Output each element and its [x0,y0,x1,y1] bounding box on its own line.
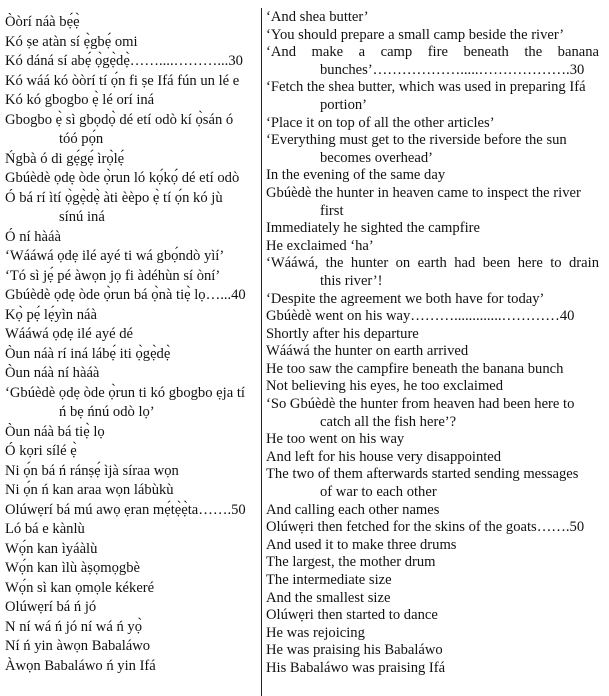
english-verse-line: of war to each other [320,484,437,501]
yoruba-verse-line: Ó ní hàáà [5,228,61,245]
english-verse-line: Immediately he sighted the campfire [266,220,480,237]
english-verse-line: ‘And make a camp fire beneath the banana [266,44,599,61]
yoruba-verse-line: Kọ̀ pẹ́ lẹ́yìn náà [5,306,97,323]
english-verse-line: becomes overhead’ [320,149,434,166]
english-verse-line: Olúwẹri then started to dance [266,607,438,624]
english-column [266,9,599,678]
yoruba-verse-line: Àwọn Babaláwo ń yin Ifá [5,657,156,674]
english-verse-line: The largest, the mother drum [266,554,436,571]
english-verse-line: He too went on his way [266,431,405,448]
english-verse-line: this river’! [320,272,383,289]
english-verse-line: He exclaimed ‘ha’ [266,237,374,254]
yoruba-verse-line: ‘Tó sì jẹ́ pé àwọn jọ fi àdéhùn sí òní’ [5,267,221,284]
yoruba-verse-line: ‘Wááwá ọdẹ ilé ayé ti wá gbọ́ndò yìí’ [5,248,225,264]
yoruba-verse-line: ‘Gbúèdè ọdẹ òde ọ̀run ti kó gbogbo ẹja tí [5,384,245,401]
english-verse-line: He was rejoicing [266,624,365,641]
yoruba-verse-line: tóó pọ́n [59,131,104,147]
yoruba-verse-line: ń bẹ ńnú odò lọ’ [59,404,155,420]
english-verse-line: ‘Wááwá, the hunter on earth had been here to drain [266,255,599,272]
english-verse-line: first [320,202,344,219]
english-verse-line: And the smallest size [266,589,391,606]
english-verse-line: Olúwẹri then fetched for the skins of the goats…….50 [266,519,585,536]
english-verse-line: Not believing his eyes, he too exclaimed [266,378,504,395]
english-verse-line: In the evening of the same day [266,167,446,184]
english-verse-line: portion’ [320,96,368,113]
yoruba-verse-line: Kó dáná sí abẹ́ ọ̀gẹ̀dẹ̀……....………...30 [5,53,243,69]
english-verse-line: And calling each other names [266,501,440,518]
english-verse-line: Gbúèdè went on his way……….............…………40 [266,308,575,325]
yoruba-verse-line: Òun náà ní hàáà [5,365,100,381]
yoruba-verse-line: Gbúèdè ọdẹ òde ọ̀run ló kọ́kọ́ dé etí odò [5,170,240,186]
yoruba-verse-line: Kó kó gbogbo ẹ̀ lé orí iná [5,92,155,108]
yoruba-verse-line: Kó wáá kó òòrí tí ọ́n fi ṣe Ifá fún un lé e [5,72,240,89]
yoruba-verse-line: Òun náà rí iná lábẹ́ iti ọ̀gẹ̀dẹ̀ [5,345,171,362]
yoruba-verse-line: Olúwẹrí bá mú awọ ẹran mẹ́tẹ̀ẹ̀ta…….50 [5,501,246,518]
english-verse-line: And left for his house very disappointed [266,448,502,465]
yoruba-verse-line: Ńgbà ó di gẹ́gẹ́ ìrọ̀lẹ́ [5,150,125,167]
yoruba-verse-line: Wọ́n kan ìyáàlù [5,540,98,557]
yoruba-verse-line: Òun náà bá tiẹ̀ lọ [5,423,105,440]
yoruba-verse-line: sínú iná [59,209,105,225]
yoruba-verse-line: N ní wá ń jó ní wá ń yọ̀ [5,618,143,635]
english-verse-line: ‘Despite the agreement we both have for today’ [266,290,545,307]
yoruba-column [5,13,260,676]
english-verse-line: ‘You should prepare a small camp beside the river’ [266,26,565,43]
english-verse-line: He too saw the campfire beneath the banana bunch [266,360,564,377]
yoruba-verse-line: Gbogbo ẹ̀ sì gbọdọ̀ dé etí odò kí ọ̀sán ó [5,111,234,128]
yoruba-verse-line: Gbúèdè ọdẹ òde ọ̀run bá ọ̀nà tiẹ̀ lọ…...40 [5,287,246,303]
english-verse-line: The two of them afterwards started sending messages [266,466,579,483]
english-verse-line: The intermediate size [266,572,392,588]
yoruba-verse-line: Wọ́n kan ìlù àṣọmọgbè [5,560,140,576]
english-verse-line: bunches’……………….....……………….30 [320,61,585,78]
yoruba-verse-line: Wọ́n sì kan ọmọle kékeré [5,579,155,596]
english-verse-line: ‘Everything must get to the riverside before the sun [266,132,567,149]
yoruba-verse-line: Ní ń yin àwọn Babaláwo [5,638,151,654]
english-verse-line: His Babaláwo was praising Ifá [266,659,446,676]
yoruba-verse-line: Òòrí náà bẹ́ẹ̀ [5,14,80,30]
yoruba-verse-line: Ló bá e kànlù [5,521,85,537]
english-verse-line: Wááwá the hunter on earth arrived [266,343,469,360]
yoruba-verse-line: Wááwá ọdẹ ilé ayé dé [5,326,134,342]
yoruba-verse-line: Ni ọ́n bá ń ránṣẹ́ ìjà síraa wọn [5,462,179,479]
english-verse-line: ‘And shea butter’ [266,9,369,25]
english-verse-line: catch all the fish here’? [320,413,457,430]
yoruba-verse-line: Ó kọri sílé ẹ̀ [5,443,77,459]
english-verse-line: And used it to make three drums [266,536,457,553]
yoruba-verse-line: Kó ṣe atàn sí ẹ̀gbẹ́ omi [5,33,138,50]
english-verse-line: He was praising his Babaláwo [266,642,443,659]
english-verse-line: ‘So Gbúèdè the hunter from heaven had been here to [266,396,575,413]
yoruba-verse-line: Ni ọ́n ń kan araa wọn lábùkù [5,482,174,498]
english-verse-line: ‘Place it on top of all the other articles’ [266,114,495,131]
column-divider [261,8,262,696]
yoruba-verse-line: Olúwẹrí bá ń jó [5,599,97,615]
yoruba-verse-line: Ó bá rí ìtí ọ̀gẹ̀dẹ̀ àti èèpo ẹ̀ tí ọ́n kó jù [5,189,223,206]
english-verse-line: ‘Fetch the shea butter, which was used in preparing Ifá [266,79,586,96]
english-verse-line: Gbúèdè the hunter in heaven came to inspect the river [266,184,581,201]
english-verse-line: Shortly after his departure [266,325,419,342]
